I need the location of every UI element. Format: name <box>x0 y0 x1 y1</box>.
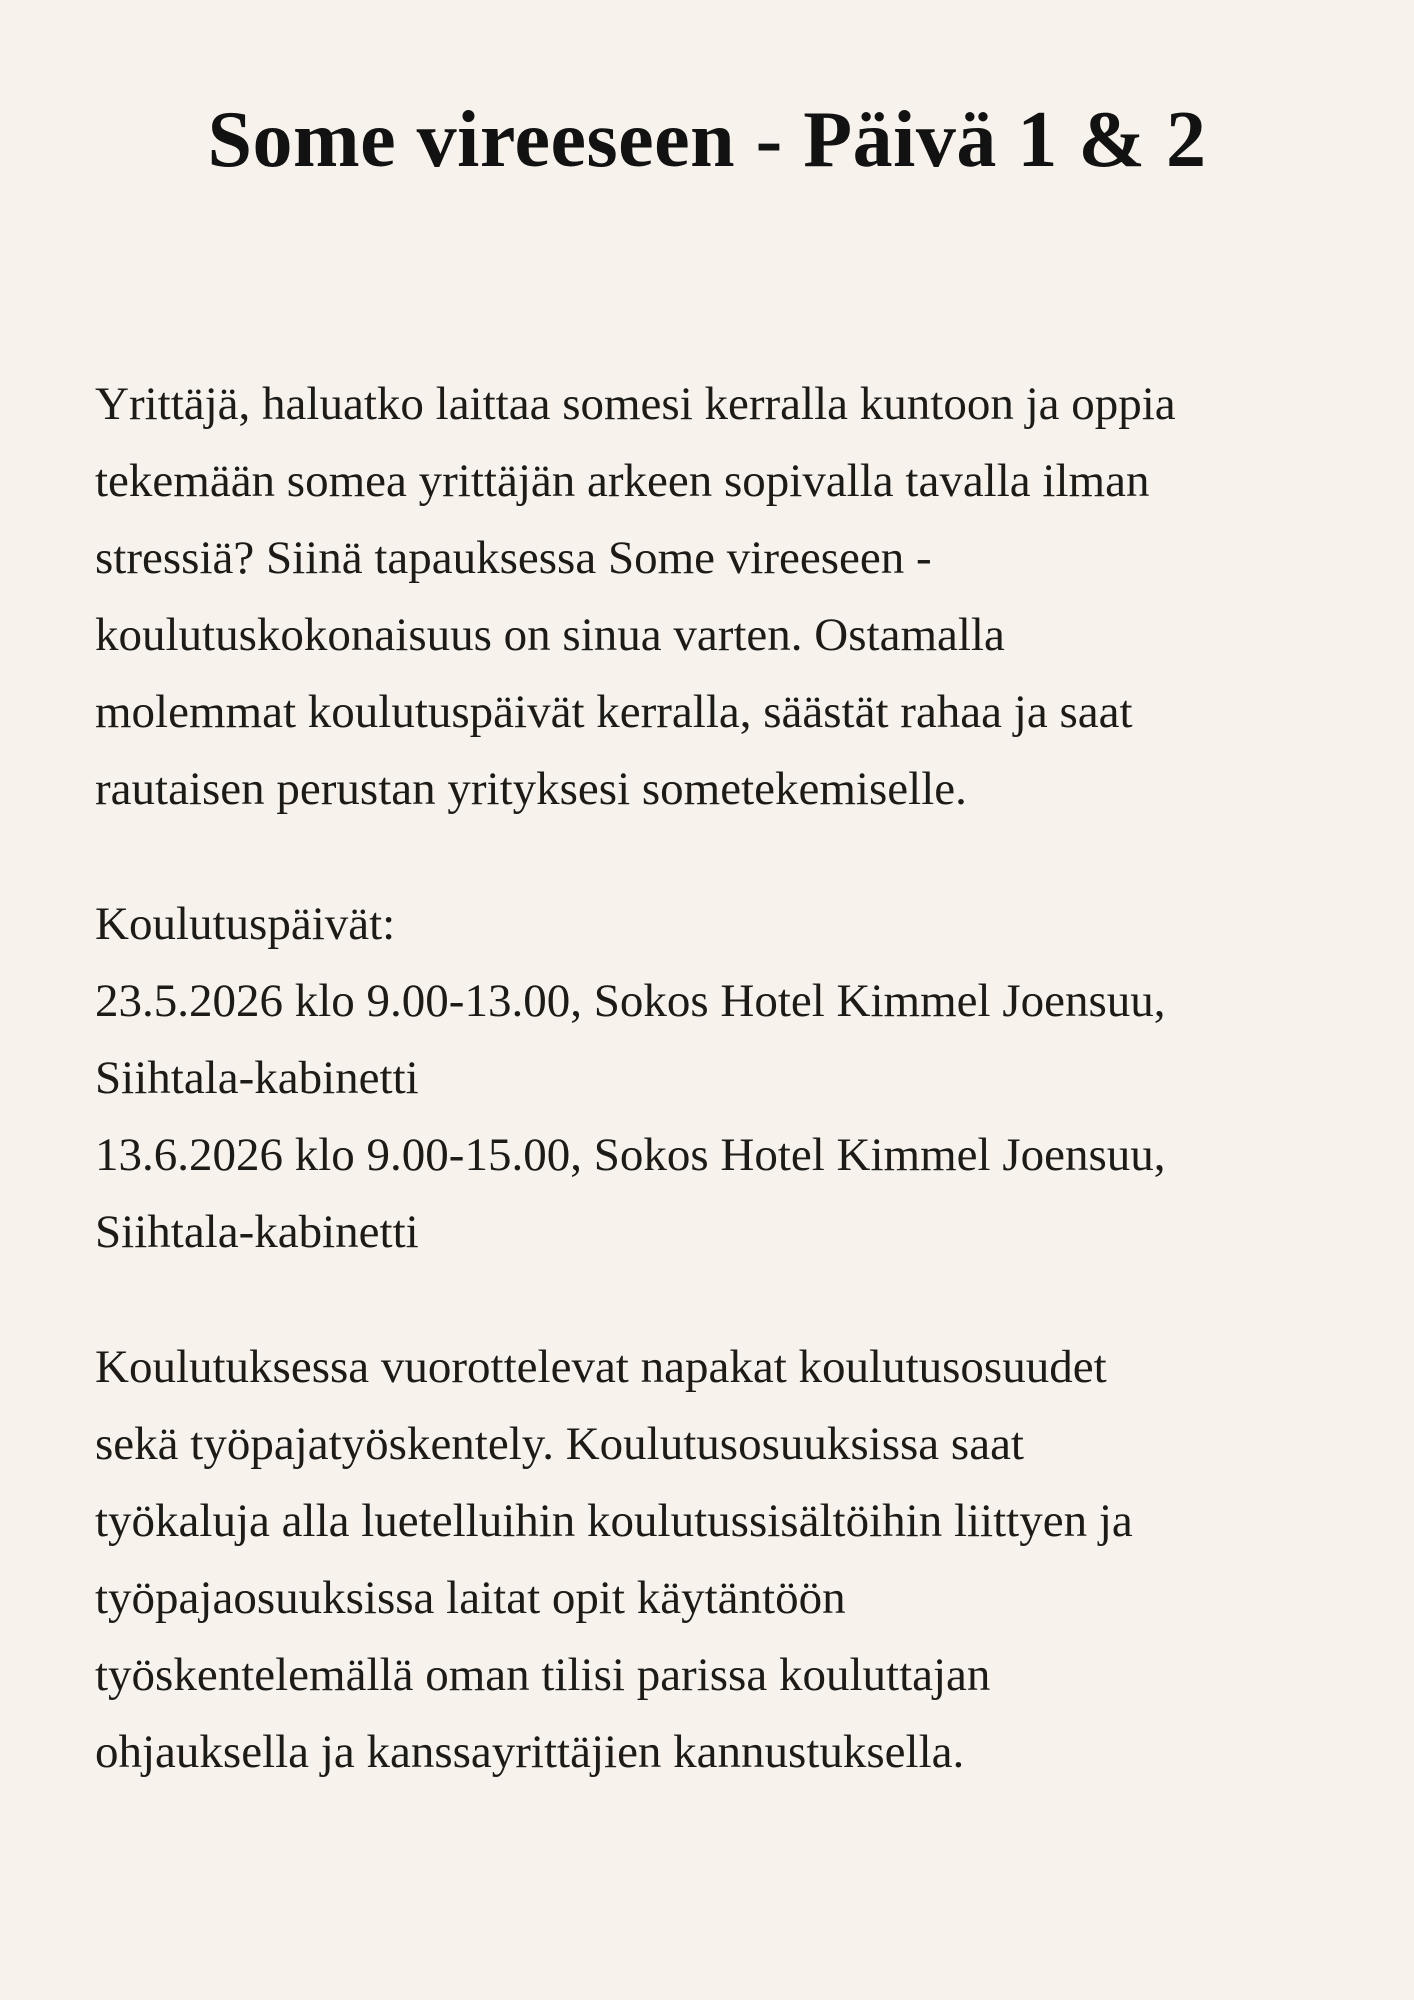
paragraph-format <box>95 1329 1344 1791</box>
text-line: stressiä? Siinä tapauksessa Some vireeseen - <box>95 532 932 584</box>
text-line: tekemään somea yrittäjän arkeen sopivalla tavalla ilman <box>95 455 1150 507</box>
text-line: työkaluja alla luetelluihin koulutussisältöihin liittyen ja <box>95 1495 1133 1547</box>
text-line: Koulutuksessa vuorottelevat napakat koulutusosuudet <box>95 1341 1107 1393</box>
schedule-date-1: 23.5.2026 klo 9.00-13.00, Sokos Hotel Kimmel Joensuu, <box>95 975 1166 1027</box>
schedule-date-2: 13.6.2026 klo 9.00-15.00, Sokos Hotel Kimmel Joensuu, <box>95 1129 1166 1181</box>
text-line: Yrittäjä, haluatko laittaa somesi kerralla kuntoon ja oppia <box>95 378 1176 430</box>
schedule-heading: Koulutuspäivät: <box>95 898 396 950</box>
schedule-venue-2: Siihtala-kabinetti <box>95 1206 419 1258</box>
document-header <box>0 0 1414 188</box>
text-line: koulutuskokonaisuus on sinua varten. Ostamalla <box>95 609 1005 661</box>
text-line: sekä työpajatyöskentely. Koulutusosuuksissa saat <box>95 1418 1024 1470</box>
text-line: molemmat koulutuspäivät kerralla, säästät rahaa ja saat <box>95 686 1133 738</box>
schedule-venue-1: Siihtala-kabinetti <box>95 1052 419 1104</box>
paragraph-intro <box>95 366 1344 828</box>
document-body <box>0 366 1414 1791</box>
text-line: ohjauksella ja kanssayrittäjien kannustuksella. <box>95 1726 965 1778</box>
text-line: työskentelemällä oman tilisi parissa kouluttajan <box>95 1649 991 1701</box>
text-line: rautaisen perustan yrityksesi sometekemiselle. <box>95 763 967 815</box>
paragraph-schedule <box>95 886 1344 1271</box>
page-title: Some vireeseen - Päivä 1 & 2 <box>207 96 1207 184</box>
text-line: työpajaosuuksissa laitat opit käytäntöön <box>95 1572 846 1624</box>
